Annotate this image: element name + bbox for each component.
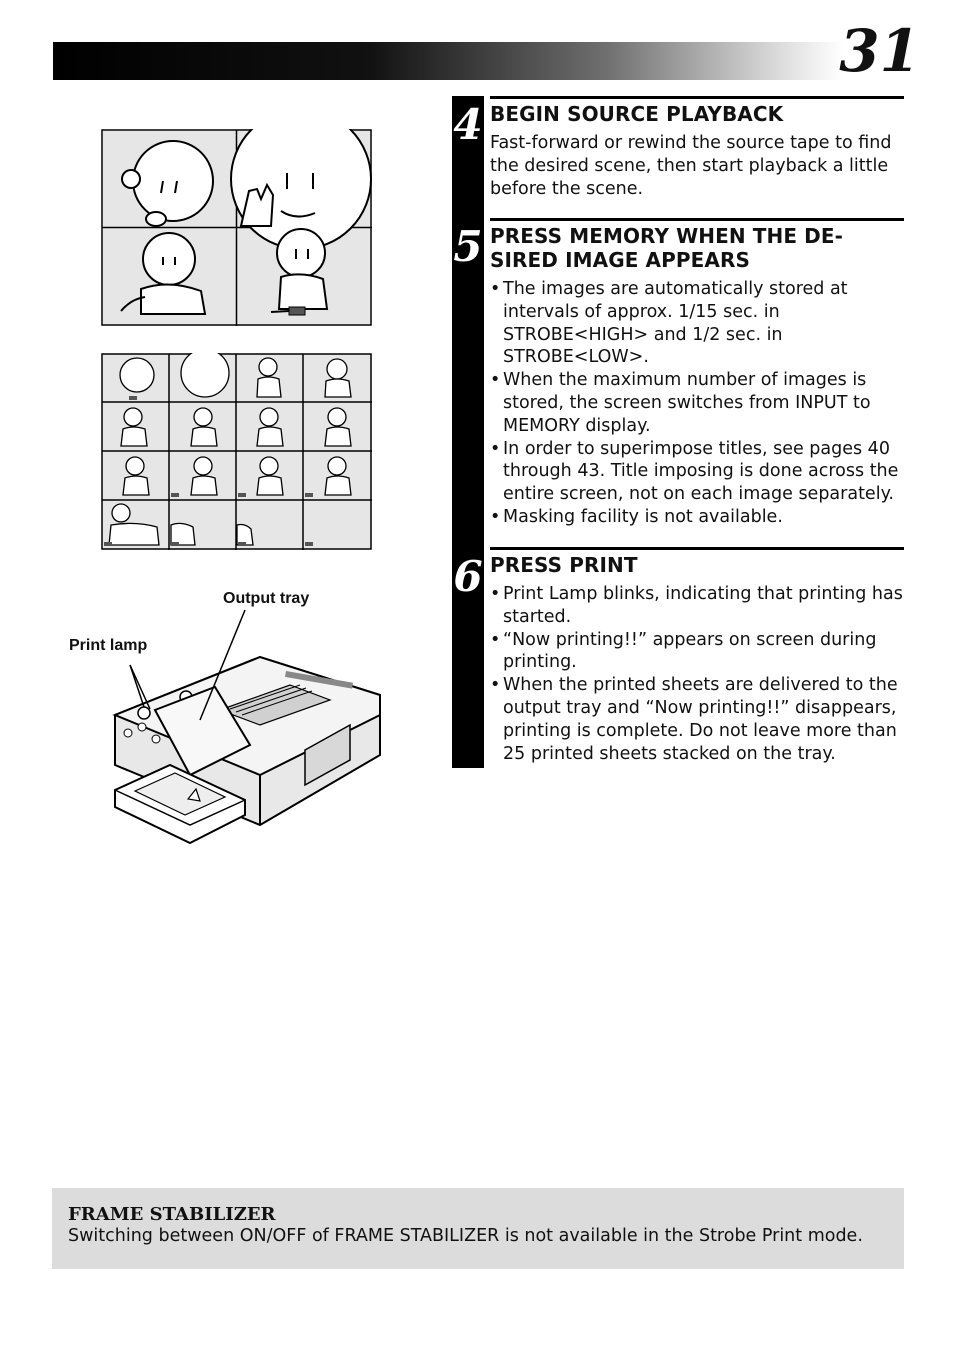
printer-illustration-area bbox=[60, 585, 400, 855]
frame-stabilizer-note bbox=[52, 1188, 904, 1269]
step-5-section bbox=[490, 218, 904, 529]
print-lamp-label: Print lamp bbox=[69, 637, 148, 654]
strobe-16-frame-illustration bbox=[101, 353, 373, 551]
page-number: 31 bbox=[839, 17, 920, 85]
list-item: • The images are automatically stored at intervals of approx. 1/15 sec. in STROBE<HIGH> and 1/2 sec. in STROBE<LOW>. bbox=[490, 278, 904, 369]
output-tray-label: Output tray bbox=[223, 590, 310, 607]
step-6-section bbox=[490, 547, 904, 765]
list-item: • When the maximum number of images is stored, the screen switches from INPUT to MEMORY display. bbox=[490, 369, 904, 437]
note-text: Switching between ON/OFF of FRAME STABILIZER is not available in the Strobe Print mode. bbox=[68, 1226, 863, 1246]
step-number-6: 6 bbox=[453, 552, 483, 601]
list-item: • Print Lamp blinks, indicating that printing has started. bbox=[490, 583, 904, 629]
step-5-title: PRESS MEMORY WHEN THE DE- SIRED IMAGE APPEARS bbox=[490, 224, 844, 272]
step-6-bullets bbox=[490, 583, 904, 765]
step-6-title: PRESS PRINT bbox=[490, 553, 638, 577]
step-number-4: 4 bbox=[453, 100, 483, 149]
step-4-section bbox=[490, 96, 904, 200]
list-item: • “Now printing!!” appears on screen during printing. bbox=[490, 629, 904, 675]
printer-icon bbox=[60, 585, 400, 855]
list-item: • Masking facility is not available. bbox=[490, 506, 904, 529]
list-item: • When the printed sheets are delivered to the output tray and “Now printing!!” disappears, printing is complete. Do not leave more than 25 printed sheets stacked on the tray. bbox=[490, 674, 904, 765]
step-number-column bbox=[452, 96, 484, 768]
step-4-body: Fast-forward or rewind the source tape to find the desired scene, then start playback a little before the scene. bbox=[490, 133, 892, 199]
step-number-5: 5 bbox=[453, 222, 483, 271]
step-4-title: BEGIN SOURCE PLAYBACK bbox=[490, 102, 784, 126]
step-5-bullets bbox=[490, 278, 904, 529]
strobe-4-frame-illustration bbox=[101, 129, 373, 327]
list-item: • In order to superimpose titles, see pages 40 through 43. Title imposing is done across the entire screen, not on each image separately. bbox=[490, 438, 904, 506]
header-gradient-bar bbox=[53, 42, 843, 80]
note-title: FRAME STABILIZER bbox=[68, 1204, 276, 1225]
